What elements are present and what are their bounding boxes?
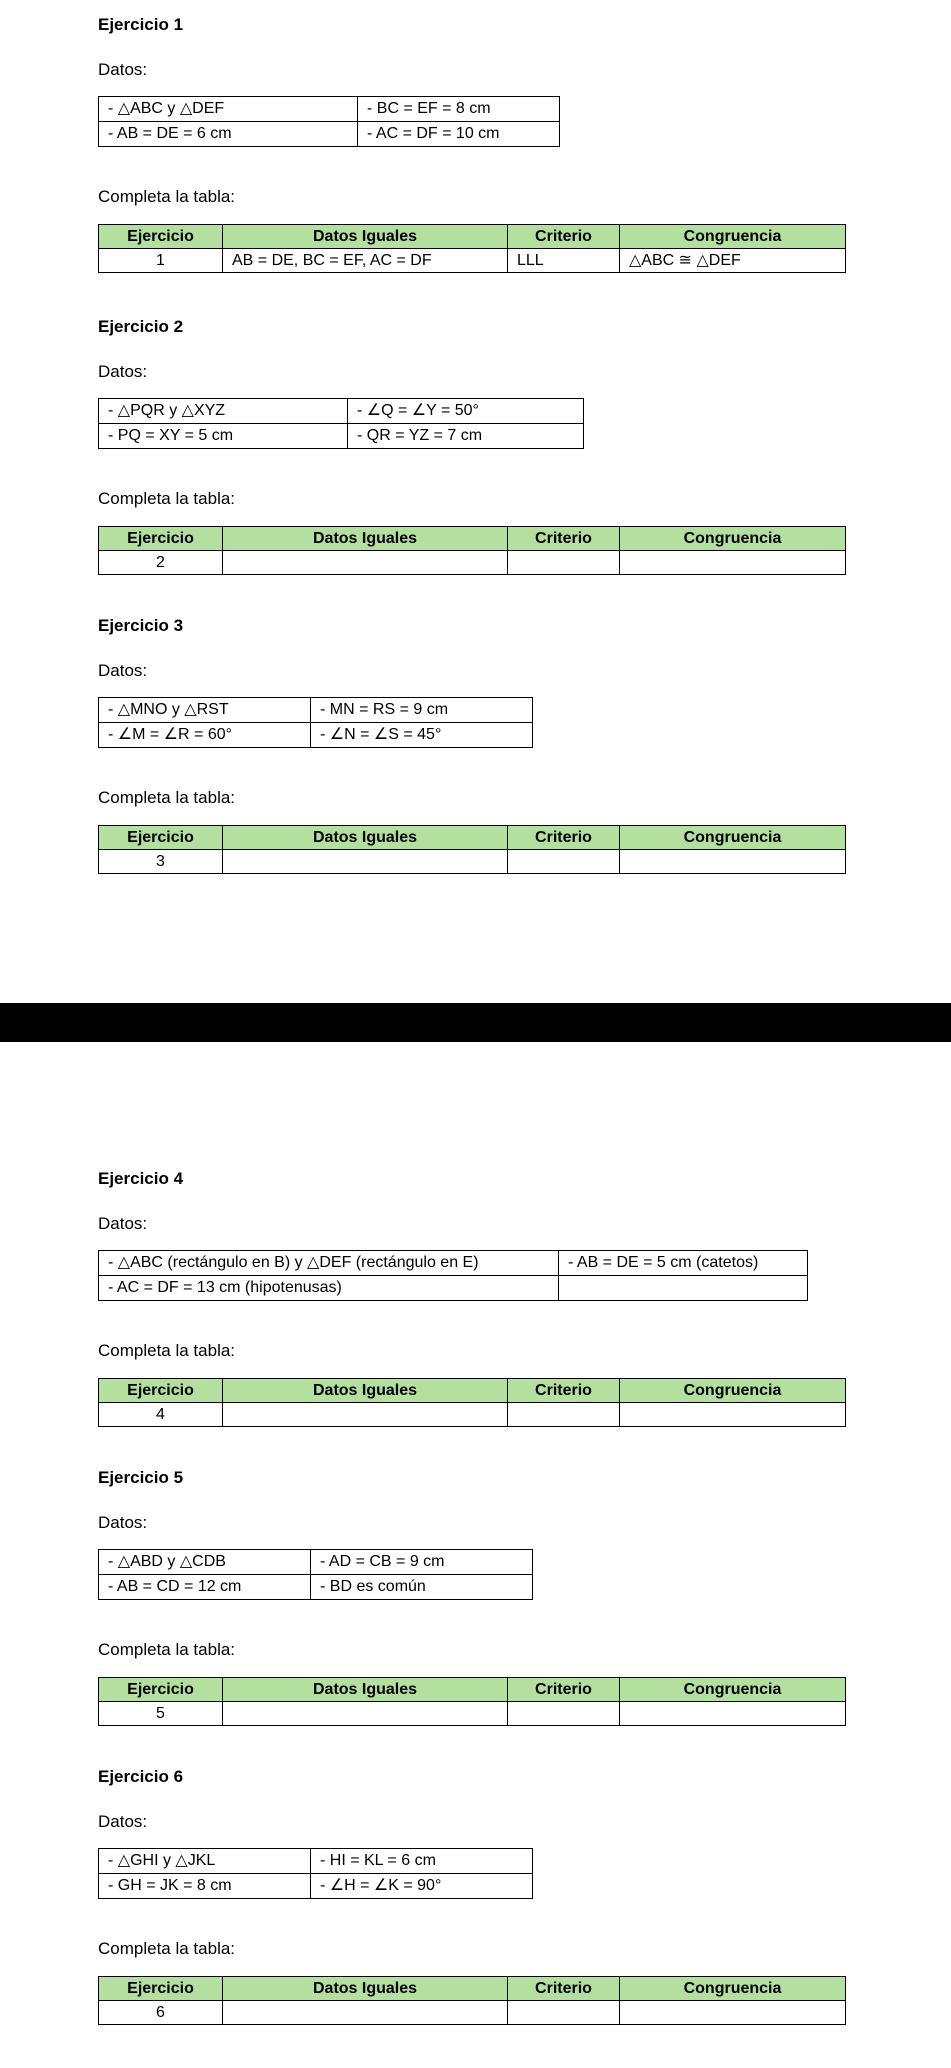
answer-header-row: [99, 826, 846, 850]
cell-criterio[interactable]: [508, 551, 620, 575]
cell-ejercicio: 1: [99, 249, 223, 273]
cell-ejercicio: 2: [99, 551, 223, 575]
datos-label: Datos:: [98, 362, 148, 381]
cell-criterio[interactable]: [508, 1403, 620, 1427]
datos-label: Datos:: [98, 661, 148, 680]
exercise-3: [98, 615, 858, 874]
header-ejercicio: Ejercicio: [99, 1977, 223, 2001]
datos-row: [99, 698, 533, 723]
datos-row: [99, 122, 560, 147]
datos-cell: - △GHI y △JKL: [99, 1849, 311, 1874]
cell-congruencia[interactable]: [620, 551, 846, 575]
completa-label: Completa la tabla:: [98, 1640, 236, 1659]
completa-label: Completa la tabla:: [98, 489, 236, 508]
exercise-title: Ejercicio 2: [98, 317, 184, 336]
datos-label: Datos:: [98, 60, 148, 79]
answer-header-row: [99, 1977, 846, 2001]
answer-row: [99, 551, 846, 575]
header-criterio: Criterio: [508, 527, 620, 551]
header-congruencia: Congruencia: [620, 826, 846, 850]
datos-cell: - AD = CB = 9 cm: [311, 1550, 533, 1575]
header-ejercicio: Ejercicio: [99, 225, 223, 249]
answer-row: [99, 1702, 846, 1726]
datos-row: [99, 1575, 533, 1600]
cell-datos-iguales[interactable]: [223, 850, 508, 874]
answer-table: [98, 1976, 846, 2025]
datos-cell: - ∠Q = ∠Y = 50°: [348, 399, 584, 424]
datos-cell: - QR = YZ = 7 cm: [348, 424, 584, 449]
header-congruencia: Congruencia: [620, 225, 846, 249]
datos-table: [98, 1848, 533, 1899]
exercise-2: [98, 316, 858, 575]
datos-table: [98, 398, 584, 449]
datos-row: [99, 723, 533, 748]
datos-cell: - HI = KL = 6 cm: [311, 1849, 533, 1874]
datos-cell: - AC = DF = 13 cm (hipotenusas): [99, 1276, 559, 1301]
cell-criterio[interactable]: [508, 1702, 620, 1726]
cell-ejercicio: 3: [99, 850, 223, 874]
completa-label: Completa la tabla:: [98, 187, 236, 206]
exercise-title: Ejercicio 3: [98, 616, 184, 635]
answer-header-row: [99, 225, 846, 249]
cell-congruencia[interactable]: [620, 1702, 846, 1726]
answer-header-row: [99, 1678, 846, 1702]
cell-ejercicio: 6: [99, 2001, 223, 2025]
header-datos-iguales: Datos Iguales: [223, 225, 508, 249]
datos-cell: - AC = DF = 10 cm: [358, 122, 560, 147]
answer-table: [98, 224, 846, 273]
header-ejercicio: Ejercicio: [99, 826, 223, 850]
header-ejercicio: Ejercicio: [99, 1379, 223, 1403]
exercise-title: Ejercicio 5: [98, 1468, 184, 1487]
answer-header-row: [99, 527, 846, 551]
datos-cell: - BC = EF = 8 cm: [358, 97, 560, 122]
header-congruencia: Congruencia: [620, 1678, 846, 1702]
cell-criterio[interactable]: [508, 850, 620, 874]
exercise-title: Ejercicio 4: [98, 1169, 184, 1188]
exercise-6: [98, 1766, 858, 2025]
completa-label: Completa la tabla:: [98, 1939, 236, 1958]
datos-label: Datos:: [98, 1214, 148, 1233]
header-datos-iguales: Datos Iguales: [223, 527, 508, 551]
datos-table: [98, 1549, 533, 1600]
cell-ejercicio: 4: [99, 1403, 223, 1427]
datos-cell: - AB = DE = 6 cm: [99, 122, 358, 147]
datos-row: [99, 399, 584, 424]
header-congruencia: Congruencia: [620, 1379, 846, 1403]
cell-datos-iguales[interactable]: AB = DE, BC = EF, AC = DF: [223, 249, 508, 273]
datos-cell: - △PQR y △XYZ: [99, 399, 348, 424]
exercise-title: Ejercicio 6: [98, 1767, 184, 1786]
answer-table: [98, 825, 846, 874]
datos-cell: - △ABC y △DEF: [99, 97, 358, 122]
datos-cell: - GH = JK = 8 cm: [99, 1874, 311, 1899]
datos-cell: - AB = DE = 5 cm (catetos): [559, 1251, 808, 1276]
header-datos-iguales: Datos Iguales: [223, 1379, 508, 1403]
cell-congruencia[interactable]: △ABC ≅ △DEF: [620, 249, 846, 273]
datos-row: [99, 97, 560, 122]
exercise-5: [98, 1467, 858, 1726]
datos-table: [98, 96, 560, 147]
cell-congruencia[interactable]: [620, 1403, 846, 1427]
header-ejercicio: Ejercicio: [99, 527, 223, 551]
page-2: [0, 1042, 951, 2068]
page-1: [0, 0, 951, 1003]
datos-row: [99, 424, 584, 449]
header-datos-iguales: Datos Iguales: [223, 1678, 508, 1702]
datos-row: [99, 1550, 533, 1575]
page-divider: [0, 1003, 951, 1042]
datos-table: [98, 697, 533, 748]
answer-table: [98, 1378, 846, 1427]
header-ejercicio: Ejercicio: [99, 1678, 223, 1702]
header-criterio: Criterio: [508, 1977, 620, 2001]
header-datos-iguales: Datos Iguales: [223, 1977, 508, 2001]
datos-cell: - PQ = XY = 5 cm: [99, 424, 348, 449]
datos-cell: - BD es común: [311, 1575, 533, 1600]
cell-datos-iguales[interactable]: [223, 551, 508, 575]
cell-criterio[interactable]: LLL: [508, 249, 620, 273]
completa-label: Completa la tabla:: [98, 1341, 236, 1360]
datos-cell: - △ABD y △CDB: [99, 1550, 311, 1575]
header-criterio: Criterio: [508, 225, 620, 249]
datos-cell: - △MNO y △RST: [99, 698, 311, 723]
exercise-title: Ejercicio 1: [98, 15, 184, 34]
answer-row: [99, 850, 846, 874]
answer-table: [98, 526, 846, 575]
datos-label: Datos:: [98, 1513, 148, 1532]
cell-congruencia[interactable]: [620, 850, 846, 874]
datos-cell: - ∠M = ∠R = 60°: [99, 723, 311, 748]
cell-datos-iguales[interactable]: [223, 1403, 508, 1427]
datos-row: [99, 1251, 808, 1276]
cell-datos-iguales[interactable]: [223, 1702, 508, 1726]
datos-cell: - △ABC (rectángulo en B) y △DEF (rectángulo en E): [99, 1251, 559, 1276]
datos-cell: - ∠N = ∠S = 45°: [311, 723, 533, 748]
datos-row: [99, 1276, 808, 1301]
header-criterio: Criterio: [508, 826, 620, 850]
header-criterio: Criterio: [508, 1678, 620, 1702]
answer-header-row: [99, 1379, 846, 1403]
answer-row: [99, 1403, 846, 1427]
cell-ejercicio: 5: [99, 1702, 223, 1726]
exercise-4: [98, 1168, 858, 1427]
cell-datos-iguales[interactable]: [223, 2001, 508, 2025]
datos-table: [98, 1250, 808, 1301]
datos-cell: - ∠H = ∠K = 90°: [311, 1874, 533, 1899]
datos-cell: - MN = RS = 9 cm: [311, 698, 533, 723]
datos-row: [99, 1849, 533, 1874]
datos-cell: - AB = CD = 12 cm: [99, 1575, 311, 1600]
answer-row: [99, 249, 846, 273]
answer-row: [99, 2001, 846, 2025]
datos-label: Datos:: [98, 1812, 148, 1831]
datos-row: [99, 1874, 533, 1899]
header-criterio: Criterio: [508, 1379, 620, 1403]
completa-label: Completa la tabla:: [98, 788, 236, 807]
answer-table: [98, 1677, 846, 1726]
exercise-1: [98, 14, 858, 273]
header-congruencia: Congruencia: [620, 527, 846, 551]
header-datos-iguales: Datos Iguales: [223, 826, 508, 850]
cell-congruencia[interactable]: [620, 2001, 846, 2025]
datos-cell: [559, 1276, 808, 1301]
header-congruencia: Congruencia: [620, 1977, 846, 2001]
cell-criterio[interactable]: [508, 2001, 620, 2025]
